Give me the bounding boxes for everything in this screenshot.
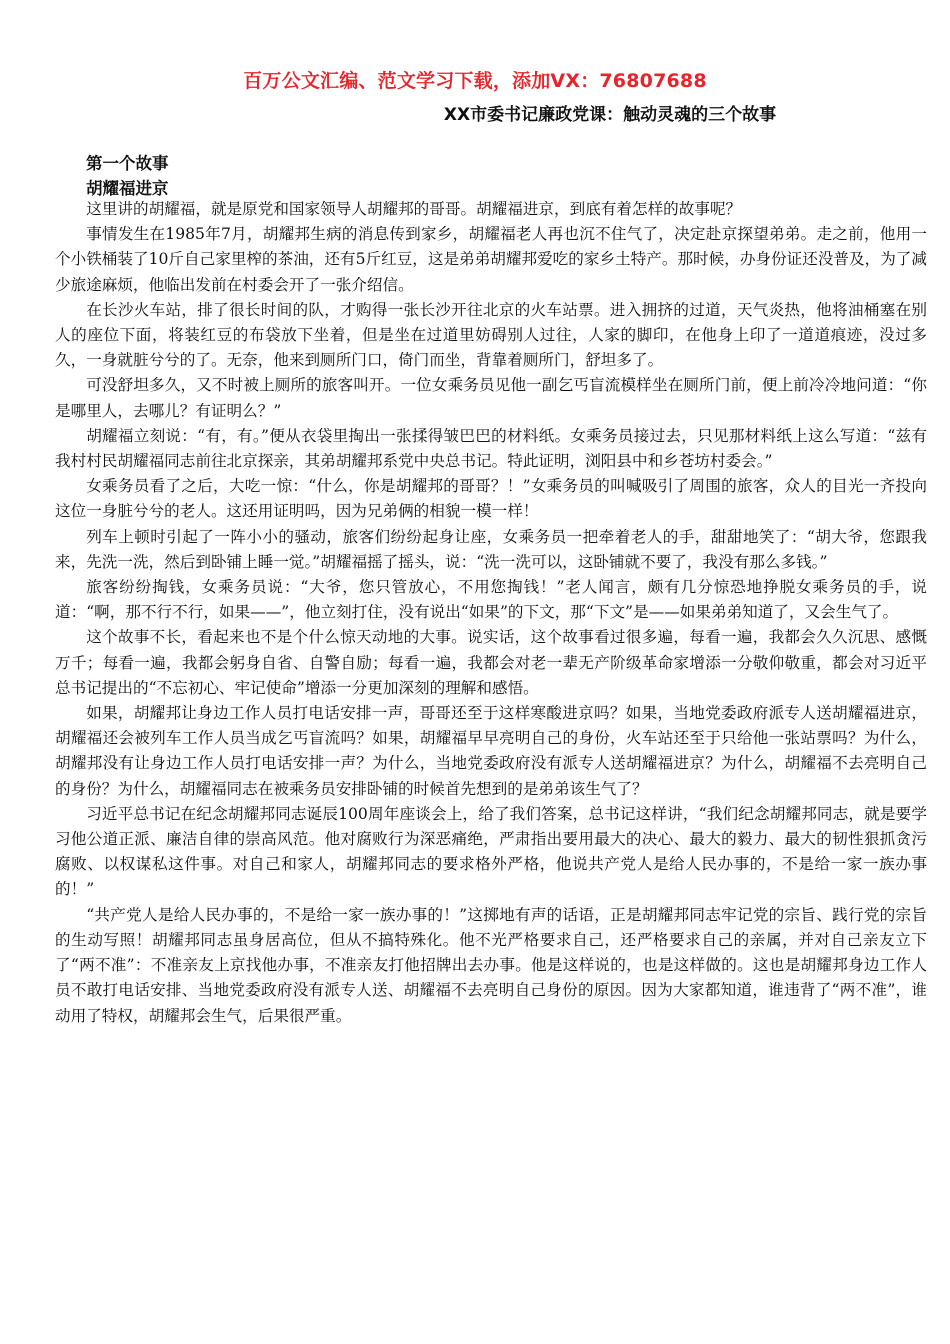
- paragraph: 列车上顿时引起了一阵小小的骚动，旅客们纷纷起身让座，女乘务员一把牵着老人的手，甜甜地笑了：“胡大爷，您跟我来，先洗一洗，然后到卧铺上睡一觉。”胡耀福摇了摇头，说：“洗一洗可以，这卧铺就不要了，我没有那么多钱。”: [55, 527, 927, 571]
- paragraph: 习近平总书记在纪念胡耀邦同志诞辰100周年座谈会上，给了我们答案，总书记这样讲，“我们纪念胡耀邦同志，就是要学习他公道正派、廉洁自律的崇高风范。他对腐败行为深恶痛绝，严肃指出要用最大的决心、最大的毅力、最大的韧性狠抓贪污腐败、以权谋私这件事。对自己和家人，胡耀邦同志的要求格外严格，他说共产党人是给人民办事的，不是给一家一族办事的！”: [55, 804, 927, 899]
- paragraph: 这个故事不长，看起来也不是个什么惊天动地的大事。说实话，这个故事看过很多遍，每看一遍，我都会久久沉思、感慨万千；每看一遍，我都会躬身自省、自警自励；每看一遍，我都会对老一辈无产阶级革命家增添一分敬仰敬重，都会对习近平总书记提出的“不忘初心、牢记使命”增添一分更加深刻的理解和感悟。: [55, 628, 927, 697]
- paragraph: 这里讲的胡耀福，就是原党和国家领导人胡耀邦的哥哥。胡耀福进京，到底有着怎样的故事呢？: [86, 200, 742, 218]
- paragraph: 女乘务员看了之后，大吃一惊：“什么，你是胡耀邦的哥哥？！”女乘务员的叫喊吸引了周围的旅客，众人的目光一齐投向这位一身脏兮兮的老人。这还用证明吗，因为兄弟俩的相貌一模一样！: [55, 477, 927, 521]
- paragraph: 胡耀福立刻说：“有，有。”便从衣袋里掏出一张揉得皱巴巴的材料纸。女乘务员接过去，只见那材料纸上这么写道：“兹有我村村民胡耀福同志前往北京探亲，其弟胡耀邦系党中央总书记。特此证明，浏阳县中和乡苍坊村委会。”: [55, 426, 927, 471]
- paragraph: 旅客纷纷掏钱，女乘务员说：“大爷，您只管放心，不用您掏钱！”老人闻言，颇有几分惊恐地挣脱女乘务员的手，说道：“啊，那不行不行，如果——”，他立刻打住，没有说出“如果”的下文，那“下文”是——如果弟弟知道了，又会生气了。: [55, 578, 927, 622]
- section-subheading: 胡耀福进京: [86, 179, 169, 198]
- paragraph: “共产党人是给人民办事的，不是给一家一族办事的！”这掷地有声的话语，正是胡耀邦同志牢记党的宗旨、践行党的宗旨的生动写照！胡耀邦同志虽身居高位，但从不搞特殊化。他不光严格要求自己，还严格要求自己的亲属，并对自己亲友立下了“两不准”：不准亲友上京找他办事，不准亲友打他招牌出去办事。他是这样说的，也是这样做的。这也是胡耀邦身边工作人员不敢打电话安排、当地党委政府没有派专人送、胡耀福不去亮明自己身份的原因。因为大家都知道，谁违背了“两不准”，谁动用了特权，胡耀邦会生气，后果很严重。: [55, 905, 927, 1025]
- section-heading: 第一个故事: [86, 154, 169, 173]
- paragraph: 如果，胡耀邦让身边工作人员打电话安排一声，哥哥还至于这样寒酸进京吗？如果，当地党委政府派专人送胡耀福进京，胡耀福还会被列车工作人员当成乞丐盲流吗？如果，胡耀福早早亮明自己的身份，火车站还至于只给他一张站票吗？为什么，胡耀邦没有让身边工作人员打电话安排一声？为什么，当地党委政府没有派专人送胡耀福进京？为什么，胡耀福不去亮明自己的身份？为什么，胡耀福同志在被乘务员安排卧铺的时候首先想到的是弟弟该生气了？: [55, 704, 927, 798]
- promo-banner: 百万公文汇编、范文学习下载，添加VX：76807688: [243, 70, 707, 92]
- paragraph: 事情发生在1985年7月，胡耀邦生病的消息传到家乡，胡耀福老人再也沉不住气了，决定赴京探望弟弟。走之前，他用一个小铁桶装了10斤自己家里榨的茶油，还有5斤红豆，这是弟弟胡耀邦爱吃的家乡土特产。那时候，办身份证还没普及，为了减少旅途麻烦，他临出发前在村委会开了一张介绍信。: [55, 225, 927, 294]
- document-title: XX市委书记廉政党课：触动灵魂的三个故事: [443, 105, 777, 125]
- body-text: [55, 197, 927, 1029]
- paragraph: 可没舒坦多久，又不时被上厕所的旅客叫开。一位女乘务员见他一副乞丐盲流模样坐在厕所门前，便上前冷冷地问道：“你是哪里人，去哪儿？有证明么？”: [55, 376, 927, 420]
- paragraph: 在长沙火车站，排了很长时间的队，才购得一张长沙开往北京的火车站票。进入拥挤的过道，天气炎热，他将油桶塞在别人的座位下面，将装红豆的布袋放下坐着，但是坐在过道里妨碍别人过往，人家的脚印，在他身上印了一道道痕迹，没过多久，一身就脏兮兮的了。无奈，他来到厕所门口，倚门而坐，背靠着厕所门，舒坦多了。: [55, 300, 927, 370]
